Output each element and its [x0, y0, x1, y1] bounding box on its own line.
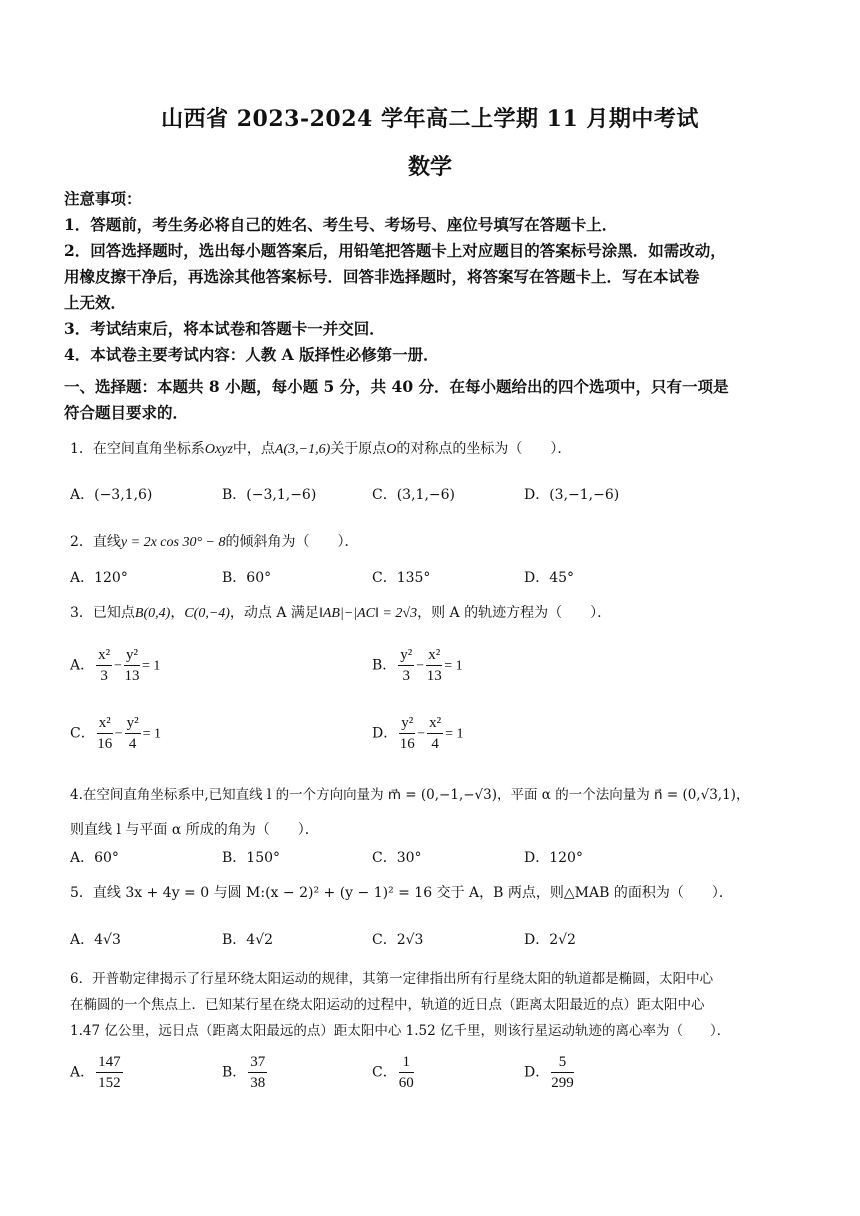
q2-text: 的倾斜角为（ ）．	[225, 534, 359, 550]
option-label: D．	[524, 1064, 550, 1081]
fraction	[248, 1052, 267, 1093]
denominator: 3	[100, 668, 108, 684]
q5-option-b: B．4√2	[222, 932, 274, 948]
numerator: 37	[248, 1052, 267, 1073]
q1-option-b: B．(−3,1,−6)	[222, 487, 317, 503]
numerator: x²	[96, 645, 112, 666]
fraction	[551, 1052, 574, 1093]
question-5: 5．直线 3x + 4y = 0 与圆 M:(x − 2)² + (y − 1)² = 16 交于 A，B 两点，则△MAB 的面积为（ ）．	[70, 885, 733, 901]
numerator: 147	[96, 1052, 123, 1073]
subject-title: 数学	[407, 154, 452, 180]
rhs: = 1	[445, 726, 464, 742]
q2-option-c: C．135°	[372, 570, 431, 586]
q6-option-b	[222, 1052, 269, 1093]
notice-item: 2．回答选择题时，选出每小题答案后，用铅笔把答题卡上对应题目的答案标号涂黑．如需改动，	[64, 241, 726, 260]
option-label: A．	[70, 657, 95, 674]
notice-item: 1．答题前，考生务必将自己的姓名、考生号、考场号、座位号填写在答题卡上．	[64, 215, 618, 234]
q5-option-c: C．2√3	[372, 932, 424, 948]
q2-text: 2．直线	[70, 534, 121, 550]
denominator: 13	[124, 668, 140, 684]
numerator: 5	[551, 1052, 574, 1073]
q2-option-a: A．120°	[70, 570, 128, 586]
q6-option-a	[70, 1052, 125, 1093]
q6-option-d	[524, 1052, 576, 1093]
question-2	[70, 531, 810, 551]
question-4: 4.在空间直角坐标系中,已知直线 l 的一个方向向量为 m⃗ = (0,−1,−√3)，平面 α 的一个法向量为 n⃗ = (0,√3,1)，	[70, 787, 750, 803]
exam-title: 山西省 2023-2024 学年高二上学期 11 月期中考试	[161, 106, 699, 132]
fraction	[426, 645, 442, 686]
q3-point-c: C(0,−4)	[184, 606, 230, 621]
denominator: 4	[431, 736, 439, 752]
question-3	[70, 602, 810, 622]
option-label: C．	[70, 725, 95, 742]
denominator: 3	[402, 668, 411, 684]
denominator: 60	[398, 1075, 414, 1091]
option-label: C．	[372, 1064, 397, 1081]
q1-origin: O	[386, 442, 397, 457]
option-label: B．	[372, 657, 397, 674]
option-label: B．	[222, 1064, 247, 1081]
q4-option-d: D．120°	[524, 850, 583, 866]
q1-point: A(3,−1,6)	[274, 442, 331, 457]
fraction	[96, 1052, 123, 1093]
question-6: 6．开普勒定律揭示了行星环绕太阳运动的规律，其第一定律指出所有行星绕太阳的轨道都是椭圆，太阳中心	[70, 971, 714, 987]
denominator: 299	[551, 1075, 574, 1091]
denominator: 4	[128, 736, 137, 752]
fraction	[399, 713, 415, 754]
q4-option-a: A．60°	[70, 850, 119, 866]
q2-equation: y = 2x cos 30° − 8	[120, 535, 226, 550]
numerator: x²	[427, 713, 443, 734]
q3-point-b: B(0,4)	[134, 606, 171, 621]
section-heading: 一、选择题：本题共 8 小题，每小题 5 分，共 40 分．在每小题给出的四个选项中，只有一项是	[64, 377, 729, 396]
q4-option-c: C．30°	[372, 850, 422, 866]
q1-text: 的对称点的坐标为（ ）．	[396, 441, 572, 457]
numerator: y²	[398, 645, 414, 666]
question-1	[70, 438, 810, 458]
fraction	[398, 645, 414, 686]
q3-text: ，动点 A 满足	[229, 605, 319, 621]
q3-condition: ‖AB|−|AC‖ = 2√3	[318, 606, 418, 621]
numerator: y²	[124, 645, 140, 666]
q3-option-a: A． $\frac{\text{x²}}{3}$ − $\frac{\text{y²}}{13}$ = 1	[70, 647, 161, 684]
fraction	[399, 1052, 414, 1093]
notice-item: 上无效．	[64, 293, 127, 312]
denominator: 38	[250, 1075, 266, 1091]
q1-text: 中，点	[232, 441, 275, 457]
rhs: = 1	[142, 658, 161, 674]
fraction	[125, 713, 141, 754]
numerator: y²	[399, 713, 415, 734]
q3-option-b: B． $\frac{\text{y²}}{3}$ − $\frac{\text{x²}}{13}$ = 1	[372, 647, 463, 684]
denominator: 13	[426, 668, 442, 684]
q2-option-d: D．45°	[524, 570, 575, 586]
option-label: A．	[70, 1064, 95, 1081]
denominator: 16	[97, 736, 113, 752]
section-heading-cont: 符合题目要求的．	[64, 403, 189, 422]
q1-option-a: A．(−3,1,6)	[70, 487, 153, 503]
denominator: 152	[98, 1075, 121, 1091]
numerator: y²	[125, 713, 141, 734]
q3-text: ，	[170, 605, 185, 621]
q5-option-d: D．2√2	[524, 932, 576, 948]
numerator: x²	[97, 713, 113, 734]
q1-text: 1．在空间直角坐标系	[70, 441, 205, 457]
rhs: = 1	[142, 726, 162, 742]
fraction	[96, 645, 112, 686]
q1-option-c: C．(3,1,−6)	[372, 487, 455, 503]
question-4-cont: 则直线 l 与平面 α 所成的角为（ ）．	[70, 822, 319, 838]
q1-option-d: D．(3,−1,−6)	[524, 487, 620, 503]
notice-item: 用橡皮擦干净后，再选涂其他答案标号．回答非选择题时，将答案写在答题卡上．写在本试卷	[64, 267, 700, 286]
q3-option-d: D． $\frac{\text{y²}}{16}$ − $\frac{\text{x²}}{4}$ = 1	[372, 715, 464, 752]
fraction	[124, 645, 140, 686]
q2-option-b: B．60°	[222, 570, 272, 586]
numerator: x²	[426, 645, 442, 666]
q5-option-a: A．4√3	[70, 932, 121, 948]
notice-item: 3．考试结束后，将本试卷和答题卡一并交回．	[64, 319, 385, 338]
q4-option-b: B．150°	[222, 850, 281, 866]
q3-text: 3．已知点	[70, 605, 135, 621]
q1-system: Oxyz	[204, 442, 233, 457]
option-label: D．	[372, 725, 398, 742]
question-6-cont: 在椭圆的一个焦点上．已知某行星在绕太阳运动的过程中，轨道的近日点（距离太阳最近的点）距太阳中心	[70, 997, 705, 1013]
denominator: 16	[399, 736, 415, 752]
fraction	[97, 713, 113, 754]
notice-item: 4．本试卷主要考试内容：人教 A 版择性必修第一册．	[64, 345, 439, 364]
q1-text: 关于原点	[330, 441, 387, 457]
fraction	[427, 713, 443, 754]
question-6-cont: 1.47 亿公里，远日点（距离太阳最远的点）距太阳中心 1.52 亿千里，则该行星运动轨迹的离心率为（ ）．	[70, 1023, 731, 1039]
rhs: = 1	[444, 658, 463, 674]
q3-text: ，则 A 的轨迹方程为（ ）．	[417, 605, 612, 621]
notice-heading: 注意事项：	[64, 189, 142, 208]
numerator: 1	[399, 1052, 414, 1073]
q6-option-c	[372, 1052, 416, 1093]
q3-option-c: C． $\frac{\text{x²}}{16}$ − $\frac{\text{y²}}{4}$ = 1	[70, 715, 162, 752]
